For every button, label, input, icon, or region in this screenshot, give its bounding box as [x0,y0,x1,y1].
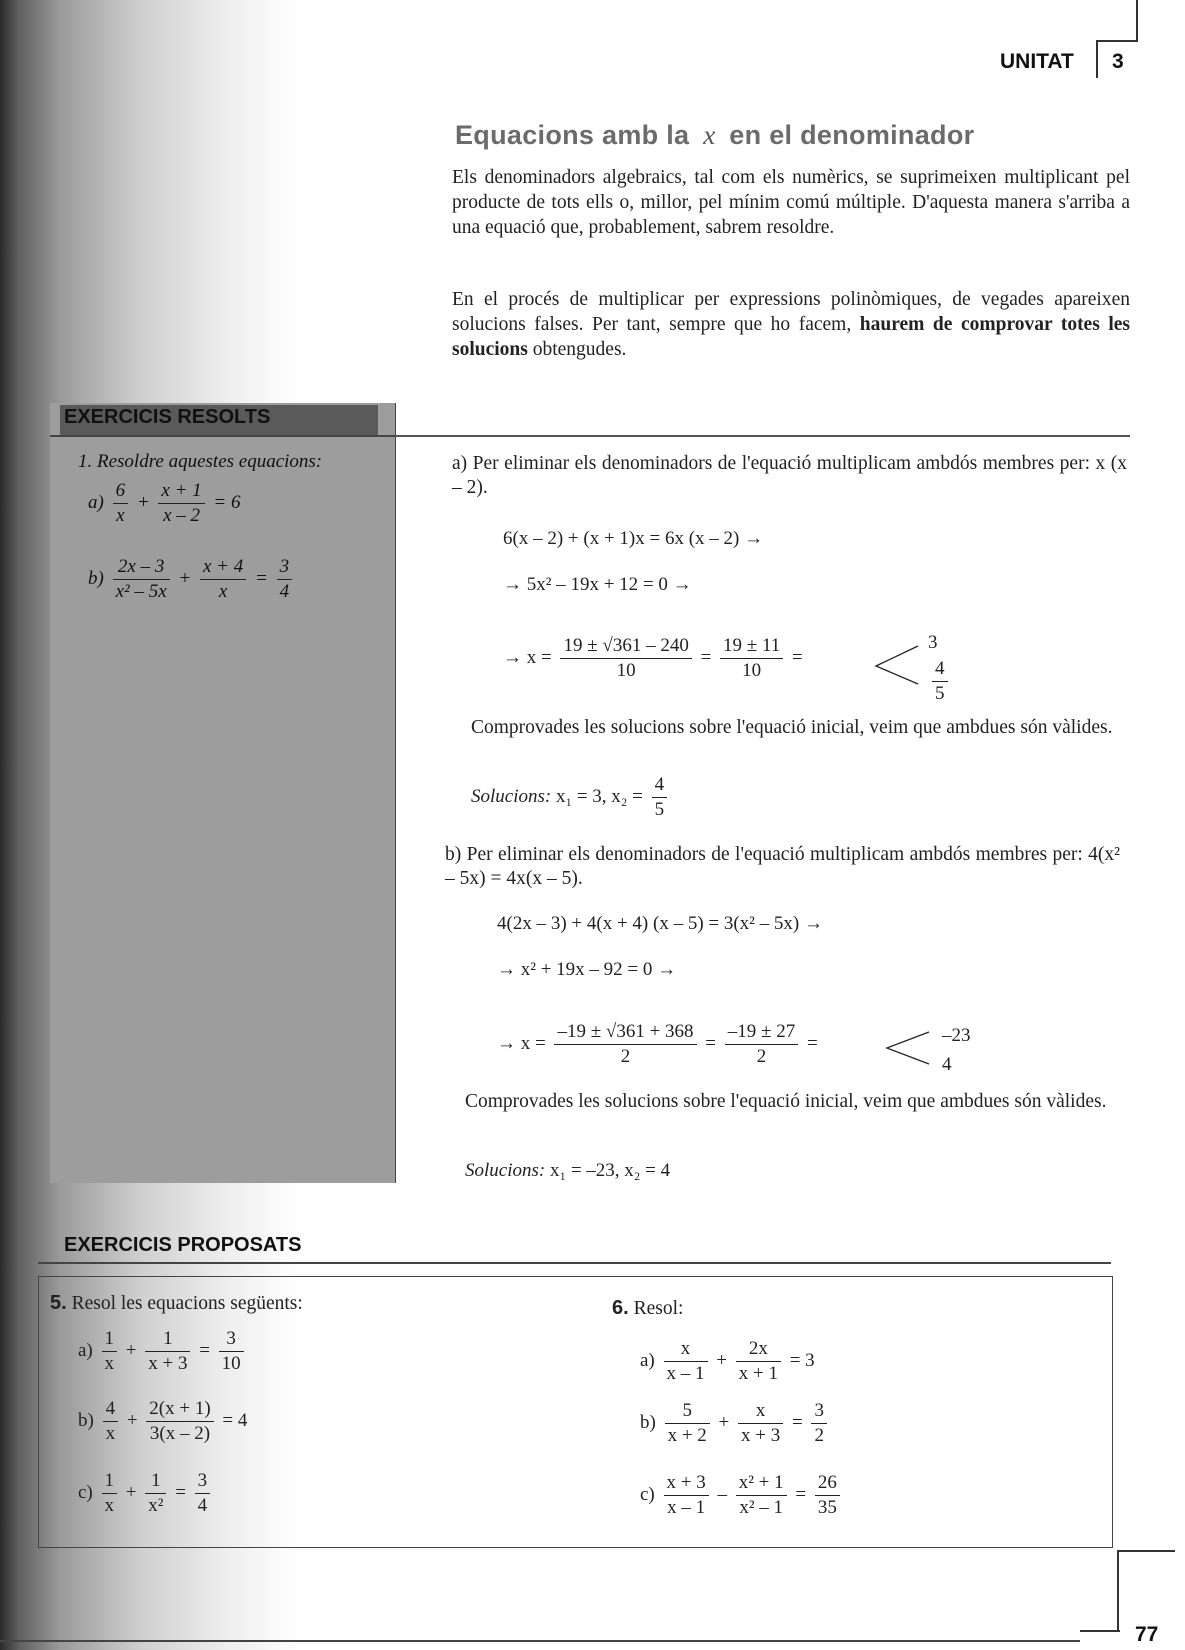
warning-paragraph [452,287,1130,362]
fraction: $\frac{4}{5}$ [652,774,668,821]
section-title-var: x [703,120,716,150]
fraction: $\frac{19 \pm √361 - 240}{10}$ [560,635,691,682]
solution-a-text: Per eliminar els denominadors de l'equació multiplicam ambdós membres per: x (x – 2). [452,453,1128,498]
solution-b-step1: 4(2x – 3) + 4(x + 4) (x – 5) = 3(x² – 5x) → [497,913,823,934]
exercise-5a: a) $\frac{1}{x}$ + $\frac{1}{x + 3}$ = $\frac{3}{10}$ [78,1328,248,1375]
exercise-5c: c) $\frac{1}{x}$ + $\frac{1}{\text{x²}}$ = $\frac{3}{4}$ [78,1470,214,1517]
solution-b-result: Solucions: x₁ = –23, x₂ = 4 [465,1160,671,1181]
fraction: $\frac{2x - 3}{\text{x² – 5x}}$ [113,556,170,603]
section-title-end: en el denominador [729,120,975,150]
fraction: $\frac{1}{\text{x²}}$ [145,1470,166,1517]
unit-label: UNITAT [1000,50,1074,73]
resolved-intro: 1. Resoldre aquestes equacions: [78,451,323,472]
fraction: $\frac{4}{5}$ [932,658,948,705]
warning-end: obtengudes. [532,339,627,360]
header-tab-line [1096,40,1098,78]
fraction: $\frac{\text{x² + 1}}{\text{x² – 1}}$ [736,1472,787,1519]
warning-text: En el procés de multiplicar per expressions polinòmiques, de vegades apareixen solucions falses. Per tant, sempre que ho facem, [452,289,1130,335]
header-tab-line [1096,40,1136,42]
eq-label: b) [88,567,104,589]
solution-label: a) [452,453,468,474]
fraction: $\frac{2(x + 1)}{3(x - 2)}$ [146,1398,213,1445]
warning-bold: haurem de comprovar totes les solucions [452,314,1130,360]
fraction: $\frac{x + 4}{x}$ [200,556,246,603]
corner-tab-line [1117,1550,1175,1552]
exercise-prompt: Resol: [633,1298,684,1319]
intro-paragraph: Els denominadors algebraics, tal com els numèrics, se suprimeixen multiplicant pel producte de tots ells o, millor, pel mínim comú múltiple. D'aquesta manera s'arriba a una equació que, probablement, sabrem resoldre. [452,167,1130,238]
fraction: $\frac{x + 3}{x - 1}$ [664,1472,709,1519]
exercise-6a: a) $\frac{x}{x - 1}$ + $\frac{2x}{x + 1}$ = 3 [640,1338,815,1384]
corner-tab-line [1117,1550,1119,1630]
branch-arrow-icon [872,640,922,690]
fraction: $\frac{1}{x + 3}$ [145,1328,190,1375]
fraction: $\frac{3}{4}$ [195,1470,211,1517]
exercise-number: 6. [612,1297,629,1319]
section-title-start: Equacions amb la [455,120,690,150]
divider [38,1262,1111,1264]
fraction: $\frac{26}{35}$ [815,1472,840,1519]
fraction: $\frac{1}{x}$ [102,1470,118,1517]
header-tab-line [1136,0,1138,42]
resolved-eq-a: a) $\frac{6}{x}$ + $\frac{x + 1}{x - 2}$ = 6 [88,480,241,526]
root-2 [928,658,952,705]
fraction: $\frac{6}{x}$ [113,480,129,527]
fraction: $\frac{-19 \pm 27}{2}$ [725,1021,798,1068]
solution-a-step1: 6(x – 2) + (x + 1)x = 6x (x – 2) → [503,528,764,549]
exercise-5b: b) $\frac{4}{x}$ + $\frac{2(x + 1)}{3(x - 2)}$ = 4 [78,1398,248,1444]
section-title [455,120,974,151]
fraction: $\frac{3}{4}$ [277,556,293,603]
fraction: $\frac{-19 \pm √361 + 368}{2}$ [554,1021,696,1068]
solutions-label: Solucions: [465,1160,546,1181]
solution-b-intro [445,843,1120,891]
solution-a-result: Solucions: x₁ = 3, x₂ = $\frac{4}{5}$ [471,774,671,821]
exercise-number: 5. [50,1292,67,1314]
fraction: $\frac{x + 1}{x - 2}$ [158,480,204,527]
fraction: $\frac{3}{10}$ [219,1328,244,1375]
fraction: $\frac{x}{x + 3}$ [738,1400,783,1447]
solution-b-step2: → x² + 19x – 92 = 0 → [497,959,677,980]
fraction: $\frac{1}{x}$ [102,1328,118,1375]
resolved-eq-b: b) $\frac{2x - 3}{\text{x² – 5x}}$ + $\frac{x + 4}{x}$ = $\frac{3}{4}$ [88,556,296,603]
exercise-5-heading [50,1292,303,1315]
fraction: $\frac{5}{x + 2}$ [665,1400,710,1447]
unit-number: 3 [1112,50,1124,73]
fraction: $\frac{4}{x}$ [103,1398,119,1445]
page-number: 77 [1135,1623,1159,1646]
solution-b-check: Comprovades les solucions sobre l'equació inicial, veim que ambdues són vàlides. [465,1091,1107,1112]
solution-a-step2: → 5x² – 19x + 12 = 0 → [503,574,692,595]
solution-a-step3: → x = $\frac{19 \pm √361 - 240}{10}$ = $\frac{19 \pm 11}{10}$ = [503,635,803,681]
root-2: 4 [942,1054,952,1075]
resolved-title: EXERCICIS RESOLTS [64,406,271,428]
eq-label: a) [88,491,104,513]
exercise-6b: b) $\frac{5}{x + 2}$ + $\frac{x}{x + 3}$ = $\frac{3}{2}$ [640,1400,831,1447]
fraction: $\frac{x}{x - 1}$ [664,1338,708,1385]
exercise-6-heading [612,1297,683,1320]
fraction: $\frac{19 \pm 11}{10}$ [720,635,783,682]
exercise-prompt: Resol les equacions següents: [71,1293,303,1314]
divider [50,435,395,437]
solution-a-intro [452,452,1127,500]
fraction: $\frac{2x}{x + 1}$ [736,1338,781,1385]
root-1: –23 [942,1025,971,1046]
solution-b-text: Per eliminar els denominadors de l'equació multiplicam ambdós membres per: 4(x² – 5x) = 4x(x – 5). [445,844,1121,889]
solutions-label: Solucions: [471,785,552,807]
divider [395,435,1130,437]
corner-tab-line [1080,1630,1120,1632]
bottom-rule [0,1640,1080,1642]
solution-b-step3: → x = $\frac{-19 \pm √361 + 368}{2}$ = $\frac{-19 \pm 27}{2}$ = [497,1021,818,1067]
solution-a-check: Comprovades les solucions sobre l'equació inicial, veim que ambdues són vàlides. [471,717,1113,738]
fraction: $\frac{3}{2}$ [811,1400,827,1447]
solution-label: b) [445,844,462,865]
branch-arrow-icon [883,1026,933,1070]
proposed-title: EXERCICIS PROPOSATS [64,1234,302,1256]
root-1: 3 [928,632,938,653]
exercise-6c: c) $\frac{x + 3}{x - 1}$ – $\frac{\text{x² + 1}}{\text{x² – 1}}$ = $\frac{26}{35}$ [640,1472,844,1519]
